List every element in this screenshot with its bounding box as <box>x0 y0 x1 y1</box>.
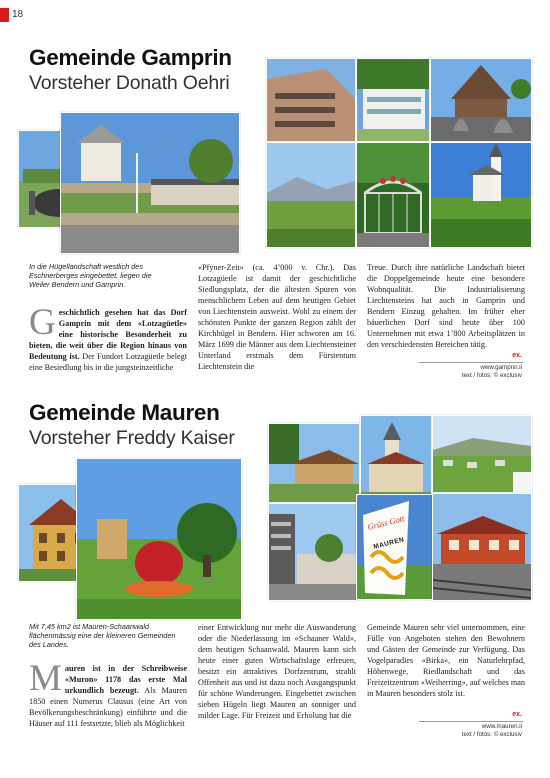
gamprin-dropcap: G <box>29 302 56 343</box>
mauren-column-2 <box>198 622 356 721</box>
gamprin-col2-text: «Pfyner-Zeit» (ca. 4’000 v. Chr.). Das Lotzagüetle ist damit der geschichtliche Siedlungsplatz, der die ältesten Spuren von menschlichem Leben auf dem heutigen Gebiet von Liechtenstein ausweist. Wohl zu einem der schönsten Punkte der ganzen Region zählt der Kirchhügel in Bendern. Hier schworen am 16. März 1699 die Männer aus dem Liechtensteiner Unterland erstmals dem Fürstentum Liechtenstein die <box>198 263 356 371</box>
mauren-col2-text: einer Entwicklung nur mehr die Auswanderung oder die Niederlassung im «Schaaner Wald», dem heutigen Schaanwald. Mauren kann sich heute einer guten Wirtschaftslage erfreuen, besitzt ein attraktives Dorfzentrum, strahlt Offenheit aus und ist dazu noch Ausgangspunkt für schöne Wanderungen. Eingebettet zwischen sieben Hügeln liegt Mauren an sonniger und milder Lage. Für Freizeit und Erholung hat die <box>198 623 356 720</box>
mauren-photo-flowers <box>76 458 242 620</box>
gamprin-column-2 <box>198 262 356 372</box>
gamprin-col3-text: Treue. Durch ihre natürliche Landschaft bietet die Doppelgemeinde heute eine besondere Wohnqualität. Die Industrialisierung Liechtensteins hat auch in Gamprin und Bendern Einzug gehalten. Im früher eher bäuerlichen Dorf sind heute über 100 Unternehmen mit etwa 1’800 Arbeitsplätzen in den verschiedensten Bereichen tätig. <box>367 263 525 349</box>
mauren-lead: auren ist in der Schreibweise «Muron» 1178 das erste Mal urkundlich bezeugt. <box>64 664 187 695</box>
gamprin-col1-text: Der Fundort Lotzagüetle belegt eine Besiedlung bis in die jungsteinzeitliche <box>29 352 188 372</box>
gamprin-photo-bells <box>430 58 532 142</box>
gamprin-author-mark: ex. <box>512 352 522 359</box>
welcome-sign-place: MAUREN <box>372 536 406 551</box>
mauren-column-3 <box>367 622 525 699</box>
mauren-caption: Mit 7,45 km2 ist Mauren-Schaanwald flächenmässig eine der kleineren Gemeinden des Landes. <box>29 622 176 649</box>
mauren-photo-shelter <box>268 423 360 503</box>
mauren-photo-village-view <box>432 415 532 493</box>
mauren-col1-text: Als Mauren 1850 einen Numerus Clausus (eine Art von Bevölkerungsbeschränkung) einführte und die Häuser auf 111 festsetzte, blieb als Möglichkeit <box>29 686 187 728</box>
gamprin-photo-school <box>356 58 430 142</box>
gamprin-photo-gate <box>356 142 430 248</box>
mauren-divider <box>419 721 523 722</box>
gamprin-caption: In die Hügellandschaft westlich des Eschnerberges eingebettet, liegen die Weiler Bendern und Gamprin. <box>29 262 152 289</box>
page-number-marker <box>0 8 9 22</box>
mauren-photo-church <box>360 415 432 503</box>
gamprin-title: Gemeinde Gamprin <box>29 45 232 70</box>
welcome-sign-greeting: Grüss Gott <box>366 513 406 532</box>
gamprin-photo-landscape <box>266 142 356 248</box>
mauren-photo-station <box>432 493 532 601</box>
mauren-photo-modern-building <box>268 503 358 601</box>
mauren-col3-text: Gemeinde Mauren sehr viel unternommen, eine Fülle von Angeboten stehen den Bewohnern und Gästen der Gemeinde zur Verfügung. Das Vogelparadies «Birka», ein Naturlehrpfad, Höhenwege, Riedlandschaft und das Freizeitzentrum «Weiherring», auf welches man in Mauren besonders stolz ist. <box>367 623 525 698</box>
gamprin-photo-village <box>60 112 240 254</box>
gamprin-photo-building <box>266 58 356 142</box>
mauren-photo-welcome-sign <box>356 494 434 600</box>
gamprin-credit: text / fotos: © exclusiv <box>461 372 522 379</box>
gamprin-lead: eschichtlich gesehen hat das Dorf Gamprin mit dem «Lotzagüetle» eine historische Besonderheit zu bieten, die weit über die Region hinaus von Bedeutung ist. <box>29 308 187 361</box>
gamprin-column-1 <box>29 302 188 373</box>
mauren-column-1 <box>29 658 187 729</box>
gamprin-url: www.gamprin.li <box>480 364 522 371</box>
mauren-credit: text / fotos: © exclusiv <box>461 731 522 738</box>
gamprin-photo-church <box>430 142 532 248</box>
mauren-title: Gemeinde Mauren <box>29 400 220 425</box>
mauren-author-mark: ex. <box>512 711 522 718</box>
mauren-dropcap: M <box>29 658 62 699</box>
gamprin-subtitle: Vorsteher Donath Oehri <box>29 72 230 94</box>
page-number: 18 <box>12 9 24 20</box>
gamprin-column-3 <box>367 262 525 350</box>
mauren-url: www.mauren.li <box>481 723 522 730</box>
gamprin-divider <box>419 362 523 363</box>
mauren-subtitle: Vorsteher Freddy Kaiser <box>29 427 235 449</box>
